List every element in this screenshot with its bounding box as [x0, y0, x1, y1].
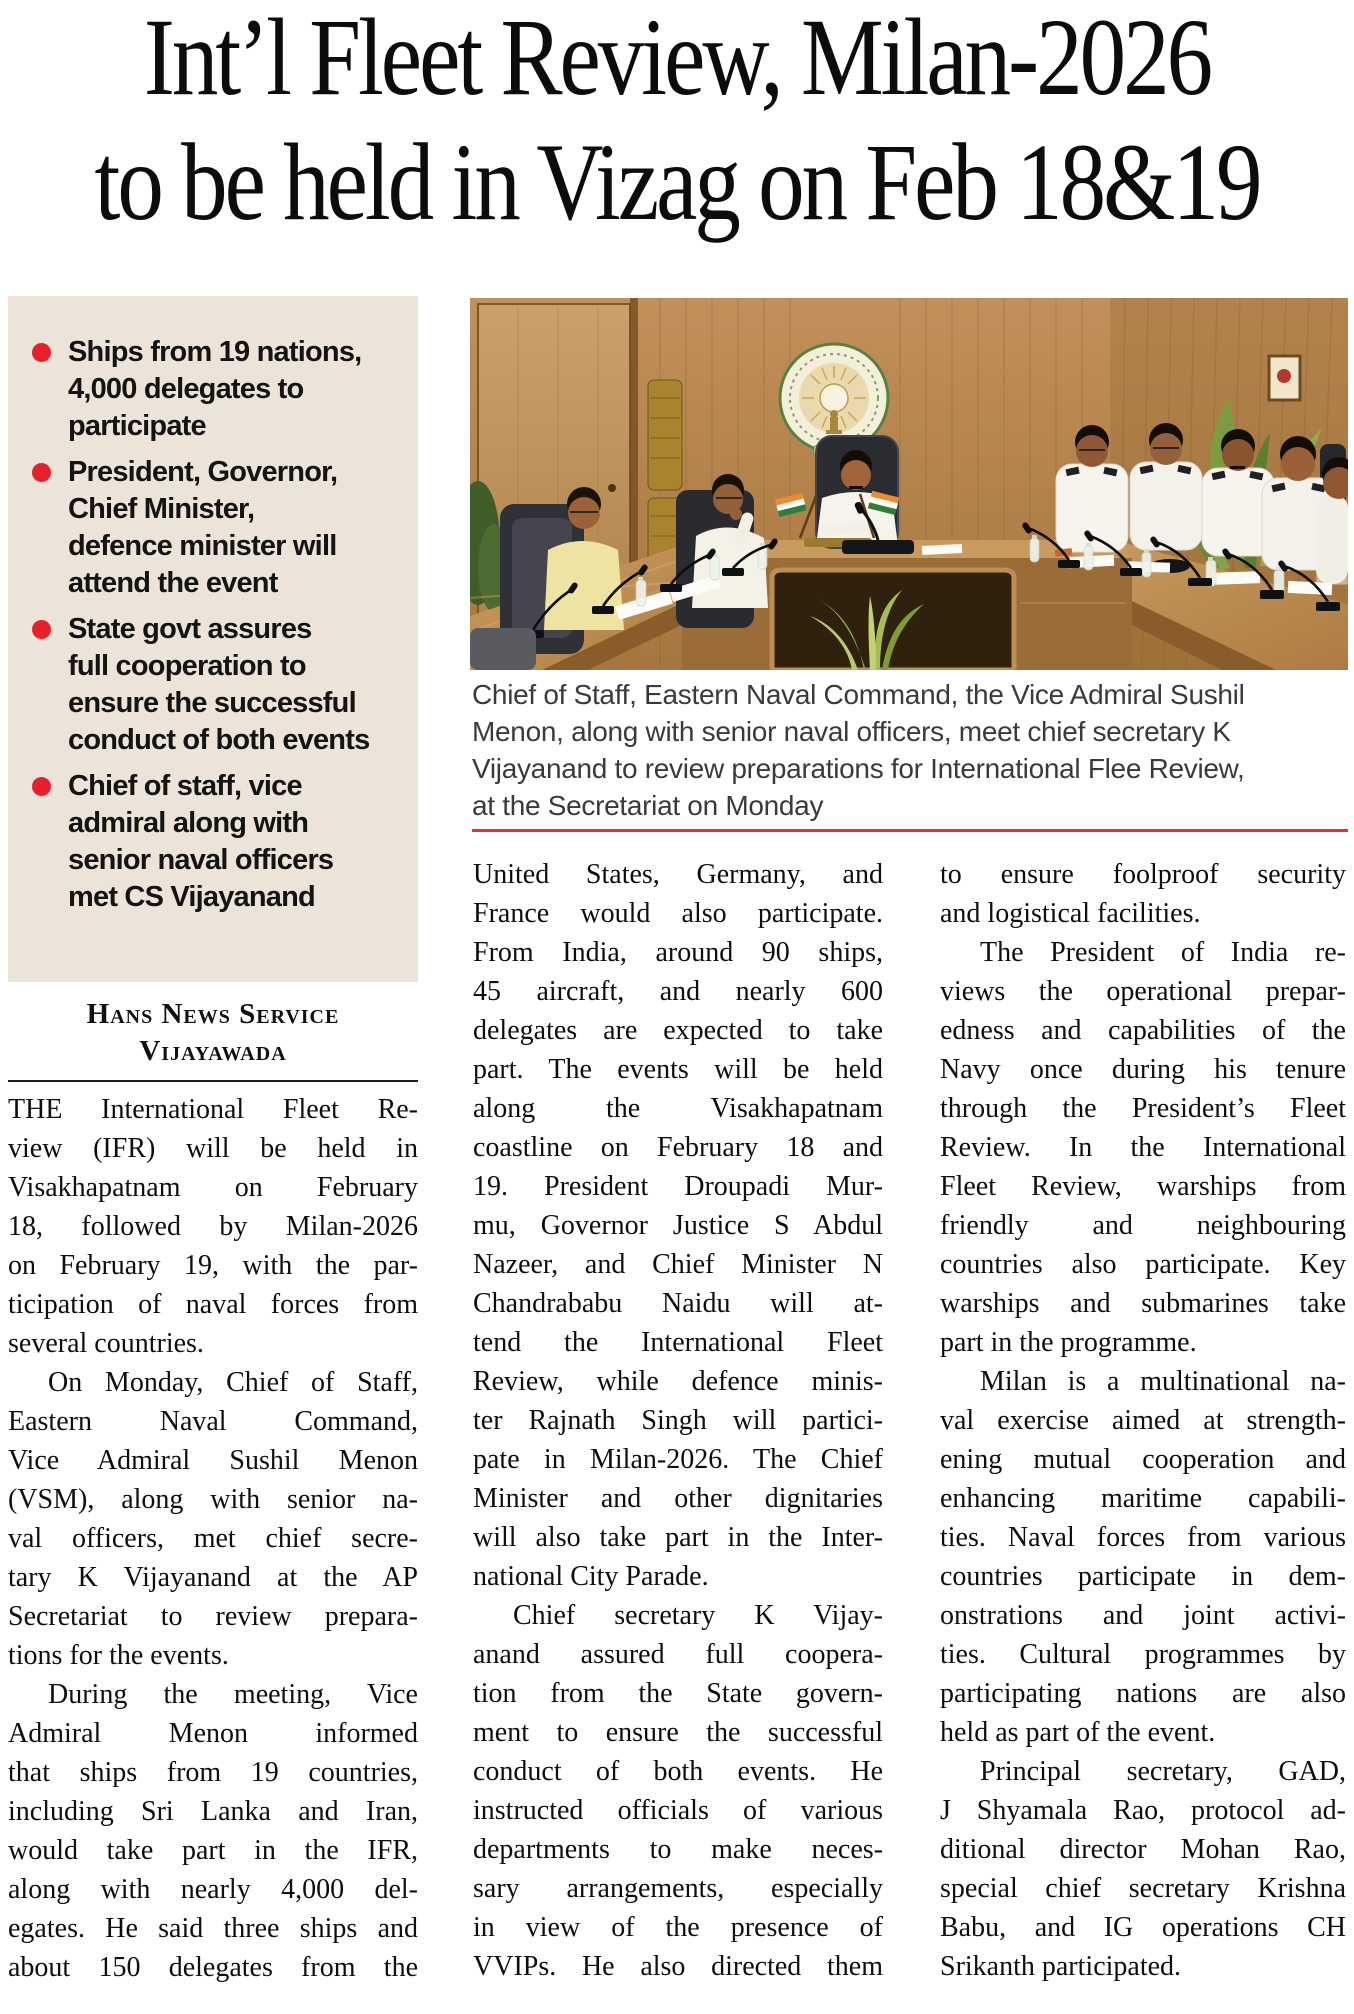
foreground-chair-back	[470, 628, 536, 670]
text-line: During the meeting, Vice	[48, 1679, 418, 1710]
text-line: warships and submarines take	[940, 1288, 1346, 1319]
text-line: countries also participate. Key	[940, 1249, 1346, 1280]
text-line: countries participate in dem-	[940, 1561, 1346, 1592]
text-line: part. The events will be held	[473, 1054, 883, 1085]
caption-line: at the Secretariat on Monday	[472, 790, 824, 821]
text-line: Review, while defence minis-	[473, 1366, 883, 1397]
text-line: Milan is a multinational na-	[980, 1366, 1346, 1397]
text-line: ment to ensure the successful	[473, 1717, 883, 1748]
highlight-item	[32, 611, 400, 759]
text-line: participating nations are also	[940, 1678, 1346, 1709]
text-line: Fleet Review, warships from	[940, 1171, 1346, 1202]
paragraph	[940, 1362, 1346, 1752]
article-column-3	[940, 855, 1346, 1986]
text-line: would take part in the IFR,	[8, 1835, 418, 1866]
text-line: 45 aircraft, and nearly 600	[473, 976, 883, 1007]
text-line: Chandrababu Naidu will at-	[473, 1288, 883, 1319]
paragraph	[473, 855, 883, 1596]
highlight-item	[32, 454, 400, 602]
text-line: THE International Fleet Re-	[8, 1094, 418, 1125]
text-line: Vice Admiral Sushil Menon	[8, 1445, 418, 1476]
paragraph	[473, 1596, 883, 1986]
text-line: Chief secretary K Vijay-	[513, 1600, 883, 1631]
text-line: Babu, and IG operations CH	[940, 1912, 1346, 1943]
highlights-list	[32, 334, 400, 916]
text-line: will also take part in the Inter-	[473, 1522, 883, 1553]
text-line: delegates are expected to take	[473, 1015, 883, 1046]
text-line: From India, around 90 ships,	[473, 937, 883, 968]
byline	[8, 996, 418, 1070]
text-line: along with nearly 4,000 del-	[8, 1874, 418, 1905]
text-line: Principal secretary, GAD,	[980, 1756, 1346, 1787]
text-line: edness and capabilities of the	[940, 1015, 1346, 1046]
highlight-text: President, Governor, Chief Minister, defence minister will attend the event	[68, 456, 338, 599]
text-line: Admiral Menon informed	[8, 1718, 418, 1749]
caption-divider	[472, 829, 1348, 832]
text-line: special chief secretary Krishna	[940, 1873, 1346, 1904]
text-line: ening mutual cooperation and	[940, 1444, 1346, 1475]
text-line: view (IFR) will be held in	[8, 1133, 418, 1164]
text-line: in view of the presence of	[473, 1912, 883, 1943]
text-line: Visakhapatnam on February	[8, 1172, 418, 1203]
text-line: The President of India re-	[980, 937, 1346, 968]
text-line: tend the International Fleet	[473, 1327, 883, 1358]
text-line: instructed officials of various	[473, 1795, 883, 1826]
text-line: United States, Germany, and	[473, 859, 883, 890]
text-line: to ensure foolproof security	[940, 859, 1346, 890]
text-line: national City Parade.	[473, 1561, 709, 1592]
byline-location: Vijayawada	[139, 1035, 287, 1067]
text-line: about 150 delegates from the	[8, 1952, 418, 1983]
text-line: coastline on February 18 and	[473, 1132, 883, 1163]
caption-line: Chief of Staff, Eastern Naval Command, the Vice Admiral Sushil	[472, 679, 1245, 710]
highlight-text: Chief of staff, vice admiral along with senior naval officers met CS Vijayanand	[68, 770, 334, 913]
text-line: friendly and neighbouring	[940, 1210, 1346, 1241]
text-line: Navy once during his tenure	[940, 1054, 1346, 1085]
caption-line: Menon, along with senior naval officers, meet chief secretary K	[472, 716, 1231, 747]
text-line: Secretariat to review prepara-	[8, 1601, 418, 1632]
headline	[0, 0, 1354, 246]
text-line: egates. He said three ships and	[8, 1913, 418, 1944]
text-line: Minister and other dignitaries	[473, 1483, 883, 1514]
photo-caption	[472, 676, 1350, 824]
text-line: ditional director Mohan Rao,	[940, 1834, 1346, 1865]
byline-agency: Hans News Service	[86, 998, 340, 1030]
text-line: views the operational prepar-	[940, 976, 1346, 1007]
bullet-icon	[32, 777, 51, 796]
article-column-1	[8, 1090, 418, 1987]
text-line: held as part of the event.	[940, 1717, 1216, 1748]
bullet-icon	[32, 463, 51, 482]
text-line: On Monday, Chief of Staff,	[48, 1367, 418, 1398]
text-line: ties. Cultural programmes by	[940, 1639, 1346, 1670]
article-column-2	[473, 855, 883, 1986]
paragraph	[8, 1363, 418, 1675]
text-line: VVIPs. He also directed them	[473, 1951, 883, 1982]
text-line: conduct of both events. He	[473, 1756, 883, 1787]
text-line: Srikanth participated.	[940, 1951, 1182, 1982]
text-line: mu, Governor Justice S Abdul	[473, 1210, 883, 1241]
meeting-photo	[470, 298, 1348, 670]
paragraph	[940, 933, 1346, 1362]
text-line: J Shyamala Rao, protocol ad-	[940, 1795, 1346, 1826]
text-line: tion from the State govern-	[473, 1678, 883, 1709]
text-line: France would also participate.	[473, 898, 883, 929]
text-line: including Sri Lanka and Iran,	[8, 1796, 418, 1827]
text-line: 19. President Droupadi Mur-	[473, 1171, 883, 1202]
text-line: val officers, met chief secre-	[8, 1523, 418, 1554]
text-line: ties. Naval forces from various	[940, 1522, 1346, 1553]
text-line: departments to make neces-	[473, 1834, 883, 1865]
text-line: tary K Vijayanand at the AP	[8, 1562, 418, 1593]
bullet-icon	[32, 343, 51, 362]
text-line: anand assured full coopera-	[473, 1639, 883, 1670]
paragraph	[8, 1090, 418, 1363]
headline-line-2: to be held in Vizag on Feb 18&19	[94, 122, 1260, 244]
byline-divider	[8, 1080, 418, 1082]
text-line: tions for the events.	[8, 1640, 229, 1671]
text-line: on February 19, with the par-	[8, 1250, 418, 1281]
text-line: Review. In the International	[940, 1132, 1346, 1163]
paragraph	[8, 1675, 418, 1987]
text-line: along the Visakhapatnam	[473, 1093, 883, 1124]
text-line: several countries.	[8, 1328, 204, 1359]
text-line: (VSM), along with senior na-	[8, 1484, 418, 1515]
text-line: ticipation of naval forces from	[8, 1289, 418, 1320]
text-line: enhancing maritime capabili-	[940, 1483, 1346, 1514]
highlights-box	[8, 296, 418, 982]
highlight-text: State govt assures full cooperation to ensure the successful conduct of both events	[68, 613, 370, 756]
bullet-icon	[32, 620, 51, 639]
text-line: pate in Milan-2026. The Chief	[473, 1444, 883, 1475]
text-line: val exercise aimed at strength-	[940, 1405, 1346, 1436]
text-line: part in the programme.	[940, 1327, 1197, 1358]
text-line: that ships from 19 countries,	[8, 1757, 418, 1788]
text-line: Nazeer, and Chief Minister N	[473, 1249, 883, 1280]
text-line: sary arrangements, especially	[473, 1873, 883, 1904]
text-line: onstrations and joint activi-	[940, 1600, 1346, 1631]
paragraph	[940, 855, 1346, 933]
headline-line-1: Int’l Fleet Review, Milan-2026	[143, 0, 1211, 119]
text-line: through the President’s Fleet	[940, 1093, 1346, 1124]
text-line: and logistical facilities.	[940, 898, 1201, 929]
highlight-text: Ships from 19 nations, 4,000 delegates to participate	[68, 336, 362, 442]
paragraph	[940, 1752, 1346, 1986]
text-line: ter Rajnath Singh will partici-	[473, 1405, 883, 1436]
wall-frame	[1269, 356, 1300, 400]
caption-line: Vijayanand to review preparations for International Flee Review,	[472, 753, 1245, 784]
highlight-item	[32, 334, 400, 445]
text-line: 18, followed by Milan-2026	[8, 1211, 418, 1242]
highlight-item	[32, 768, 400, 916]
text-line: Eastern Naval Command,	[8, 1406, 418, 1437]
